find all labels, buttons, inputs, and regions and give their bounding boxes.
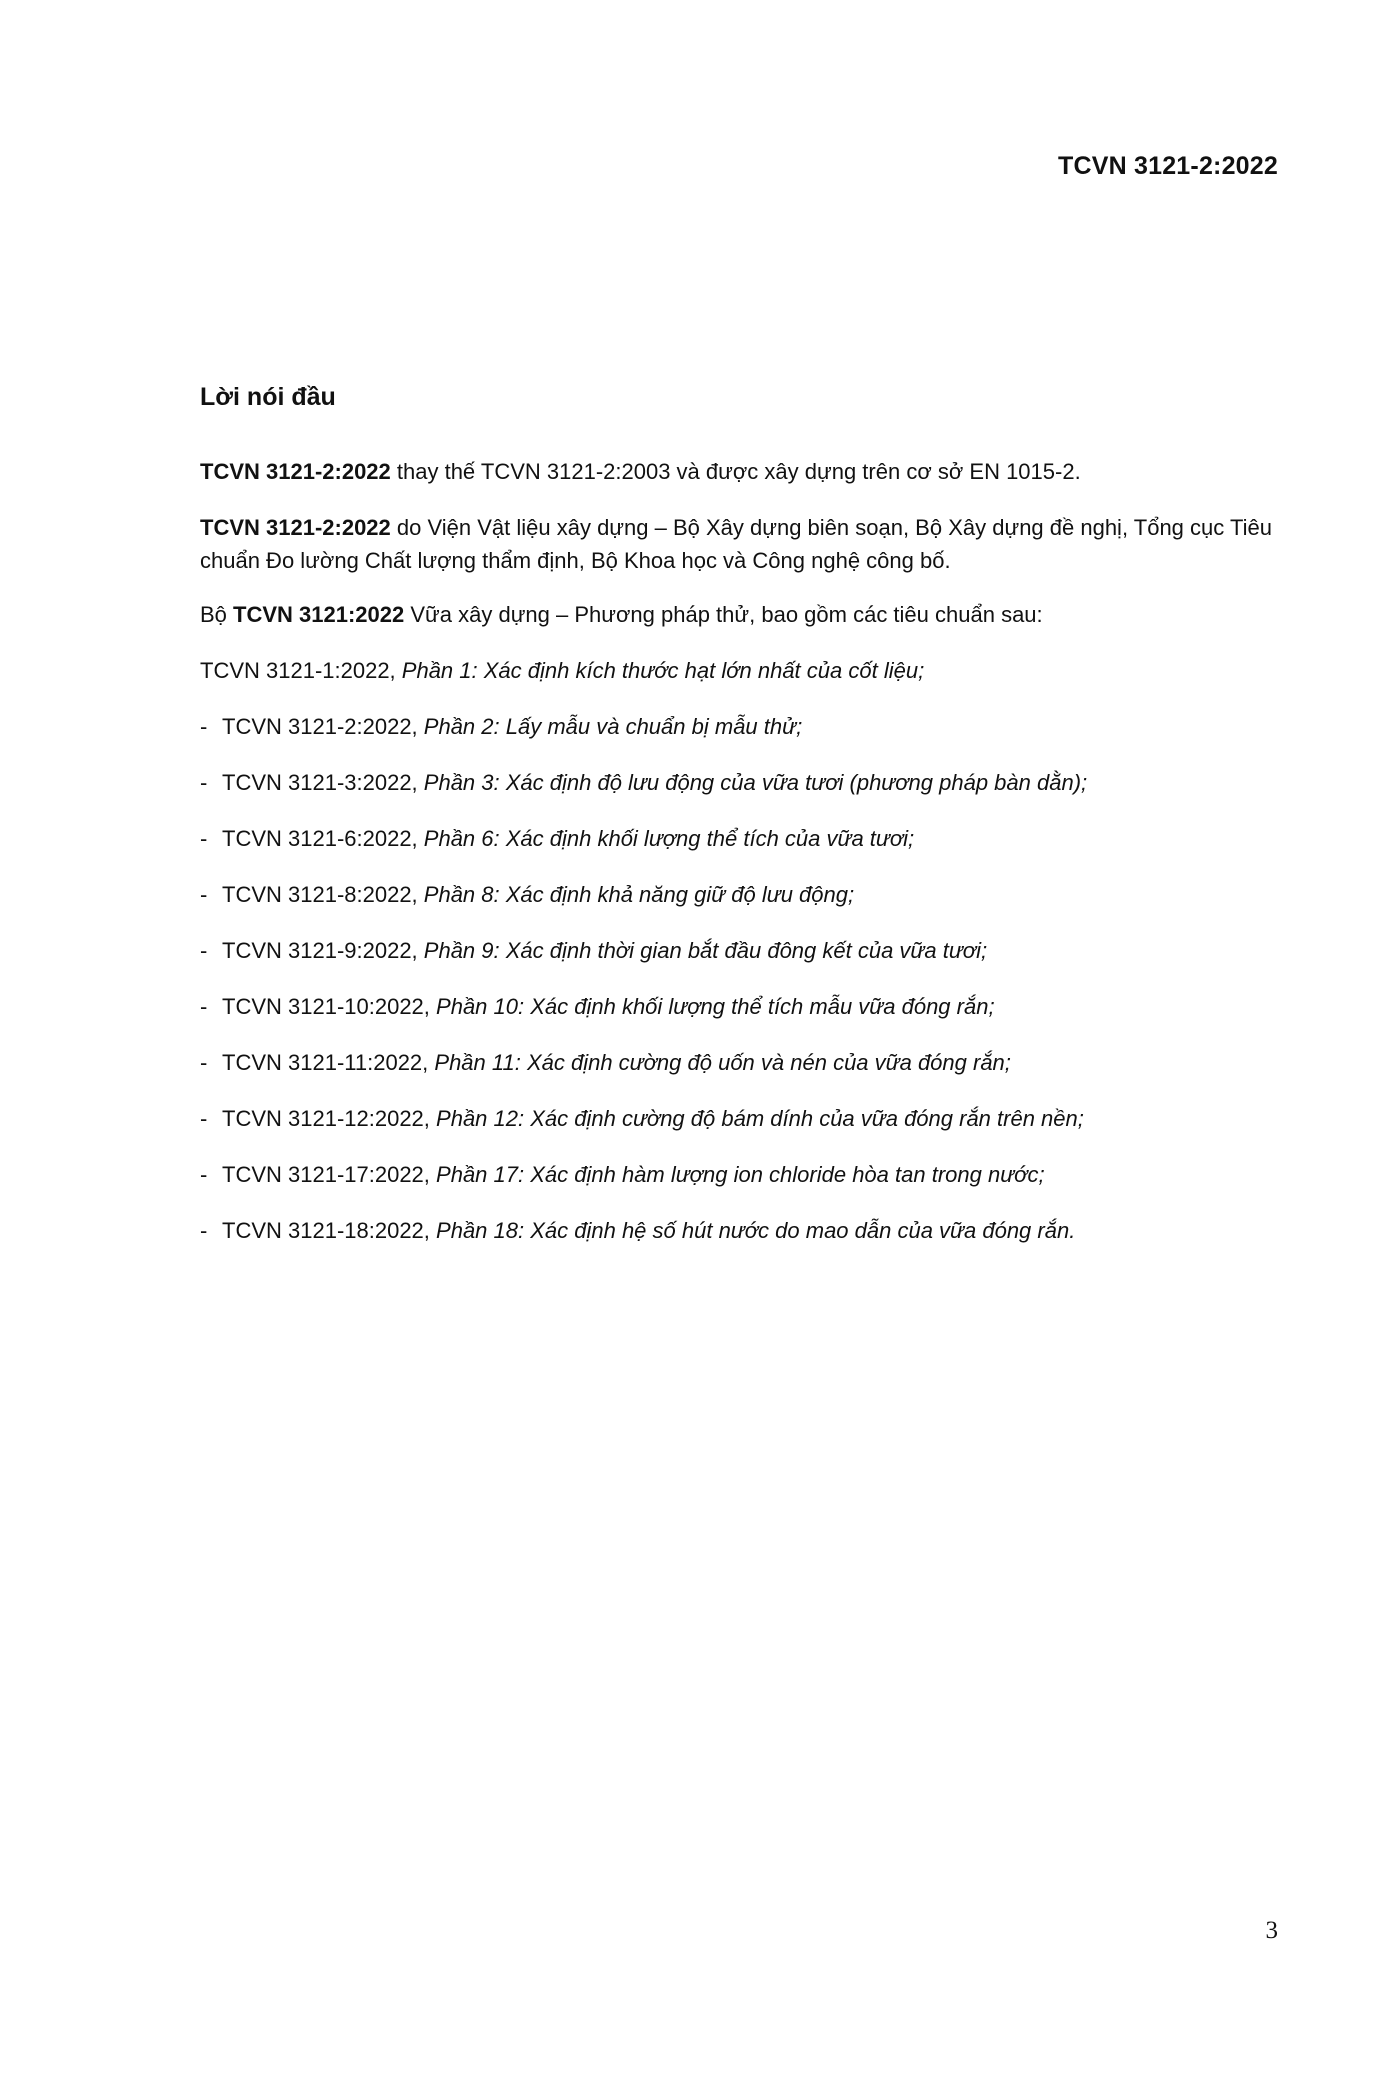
standard-title: Phần 1: Xác định kích thước hạt lớn nhất của cốt liệu; (401, 658, 925, 683)
foreword-body (200, 455, 1280, 1270)
standard-code: TCVN 3121-8:2022, (222, 882, 424, 907)
standard-code: TCVN 3121-2:2022, (222, 714, 424, 739)
list-dash: - (200, 1162, 208, 1187)
standards-list (200, 710, 1280, 1247)
standard-code-bold: TCVN 3121:2022 (233, 602, 405, 627)
standard-title: Phần 9: Xác định thời gian bắt đầu đông kết của vữa tươi; (423, 938, 988, 963)
standard-title: Phần 10: Xác định khối lượng thể tích mẫu vữa đóng rắn; (436, 994, 995, 1019)
paragraph-text: do Viện Vật liệu xây dựng – Bộ Xây dựng biên soạn, Bộ Xây dựng đề nghị, Tổng cục Tiêu chuẩn Đo lường Chất lượng thẩm định, Bộ Khoa học và Công nghệ công bố. (200, 515, 1272, 573)
standards-list-first-item (200, 654, 1280, 687)
standard-code-bold: TCVN 3121-2:2022 (200, 459, 391, 484)
list-dash: - (200, 1050, 208, 1075)
list-item (200, 1102, 1280, 1135)
standard-code: TCVN 3121-18:2022, (222, 1218, 437, 1243)
paragraph-text: Vữa xây dựng – Phương pháp thử, bao gồm các tiêu chuẩn sau: (404, 602, 1043, 627)
section-title: Lời nói đầu (200, 383, 336, 411)
list-dash: - (200, 770, 208, 795)
paragraph-replacement (200, 455, 1280, 488)
paragraph-prefix: Bộ (200, 602, 234, 627)
list-item (200, 766, 1280, 799)
standard-title: Phần 17: Xác định hàm lượng ion chloride hòa tan trong nước; (436, 1162, 1045, 1187)
standard-title: Phần 2: Lấy mẫu và chuẩn bị mẫu thử; (423, 714, 803, 739)
standard-code: TCVN 3121-1:2022, (200, 658, 402, 683)
list-dash: - (200, 714, 208, 739)
list-item (200, 1158, 1280, 1191)
paragraph-text: thay thế TCVN 3121-2:2003 và được xây dựng trên cơ sở EN 1015-2. (390, 459, 1081, 484)
list-item (200, 710, 1280, 743)
list-dash: - (200, 882, 208, 907)
list-item (200, 878, 1280, 911)
document-code-header: TCVN 3121-2:2022 (1058, 152, 1278, 180)
standard-code: TCVN 3121-3:2022, (222, 770, 424, 795)
list-dash: - (200, 1106, 208, 1131)
standard-code: TCVN 3121-11:2022, (222, 1050, 435, 1075)
list-item (200, 822, 1280, 855)
paragraph-authorship (200, 511, 1280, 577)
list-item (200, 1046, 1280, 1079)
standard-title: Phần 6: Xác định khối lượng thể tích của vữa tươi; (423, 826, 915, 851)
standard-code: TCVN 3121-10:2022, (222, 994, 437, 1019)
paragraph-series (200, 598, 1280, 631)
standard-title: Phần 8: Xác định khả năng giữ độ lưu động; (423, 882, 855, 907)
standard-title: Phần 12: Xác định cường độ bám dính của vữa đóng rắn trên nền; (436, 1106, 1084, 1131)
list-dash: - (200, 994, 208, 1019)
list-dash: - (200, 938, 208, 963)
standard-code: TCVN 3121-12:2022, (222, 1106, 437, 1131)
standard-code: TCVN 3121-9:2022, (222, 938, 424, 963)
standard-code: TCVN 3121-6:2022, (222, 826, 424, 851)
list-item (200, 990, 1280, 1023)
standard-title: Phần 18: Xác định hệ số hút nước do mao dẫn của vữa đóng rắn. (436, 1218, 1076, 1243)
list-item (200, 934, 1280, 967)
list-dash: - (200, 1218, 208, 1243)
list-item (200, 1214, 1280, 1247)
standard-title: Phần 3: Xác định độ lưu động của vữa tươi (phương pháp bàn dằn); (423, 770, 1088, 795)
list-dash: - (200, 826, 208, 851)
page-number: 3 (1265, 1917, 1278, 1944)
standard-code-bold: TCVN 3121-2:2022 (200, 515, 391, 540)
standard-code: TCVN 3121-17:2022, (222, 1162, 437, 1187)
standard-title: Phần 11: Xác định cường độ uốn và nén của vữa đóng rắn; (434, 1050, 1011, 1075)
